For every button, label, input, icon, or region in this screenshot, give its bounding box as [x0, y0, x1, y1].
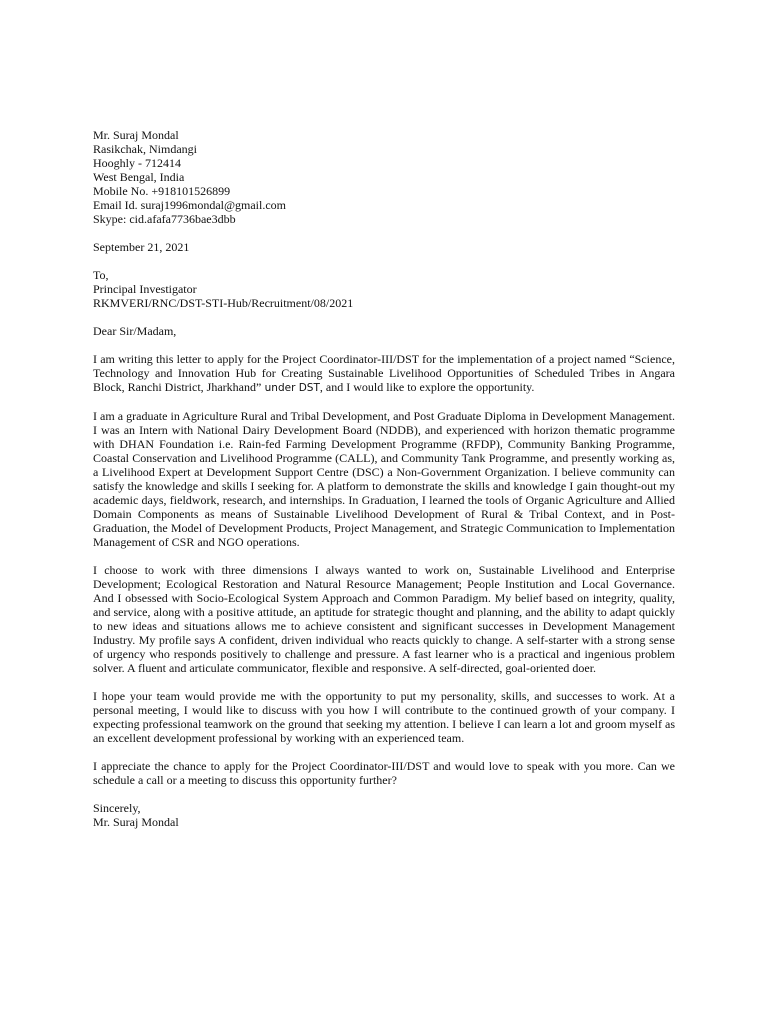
body-paragraph-3: I choose to work with three dimensions I always wanted to work on, Sustainable Livelihood and Enterprise Development; Ecological Restoration and Natural Resource Management; People Institution and Local Governance. And I obsessed with Socio-Ecological System Approach and Common Paradigm. My belief based on integrity, quality, and service, along with a positive attitude, an aptitude for strategic thought and planning, and the ability to adapt quickly to new ideas and situations allows me to achieve consistent and significant successes in Development Management Industry. My profile says A confident, driven individual who reacts quickly to change. A self-starter with a strong sense of urgency who responds positively to challenge and pressure. A fast learner who is a practical and ingenious problem solver. A fluent and articulate communicator, flexible and responsive. A self-directed, goal-oriented doer. [93, 563, 675, 675]
letter-date-block [93, 240, 675, 254]
signature-name: Mr. Suraj Mondal [93, 815, 179, 829]
sender-name: Mr. Suraj Mondal [93, 128, 179, 142]
sender-address-line: West Bengal, India [93, 170, 185, 184]
cover-letter [93, 128, 675, 829]
recipient-title: Principal Investigator [93, 282, 197, 296]
sender-address-line: Hooghly - 712414 [93, 156, 181, 170]
sender-address-block [93, 128, 675, 226]
salutation: Dear Sir/Madam, [93, 324, 177, 338]
recipient-reference: RKMVERI/RNC/DST-STI-Hub/Recruitment/08/2021 [93, 296, 354, 310]
sender-address-line: Rasikchak, Nimdangi [93, 142, 197, 156]
recipient-to: To, [93, 268, 109, 282]
recipient-block [93, 268, 675, 310]
body-paragraph-1 [93, 352, 675, 395]
closing-block [93, 801, 675, 829]
valediction: Sincerely, [93, 801, 141, 815]
body-paragraph-4: I hope your team would provide me with the opportunity to put my personality, skills, and successes to work. At a personal meeting, I would like to discuss with you how I will contribute to the continued growth of your company. I expecting professional teamwork on the ground that seeking my attention. I believe I can learn a lot and groom myself as an excellent development professional by working with an experienced team. [93, 689, 675, 745]
body-paragraph-2: I am a graduate in Agriculture Rural and Tribal Development, and Post Graduate Diploma in Development Management. I was an Intern with National Dairy Development Board (NDDB), and experienced with horizon thematic programme with DHAN Foundation i.e. Rain-fed Farming Development Programme (RFDP), Community Banking Programme, Coastal Conservation and Livelihood Programme (CALL), and Community Tank Programme, and presently working as, a Livelihood Expert at Development Support Centre (DSC) a Non-Government Organization. I believe community can satisfy the knowledge and skills I seeking for. A platform to demonstrate the skills and knowledge I gain thought-out my academic days, fieldwork, research, and internships. In Graduation, I learned the tools of Organic Agriculture and Allied Domain Components as means of Sustainable Livelihood Development of Rural & Tribal Context, and in Post-Graduation, the Model of Development Products, Project Management, and Strategic Communication to Implementation Management of CSR and NGO operations. [93, 409, 675, 549]
letter-date: September 21, 2021 [93, 240, 190, 254]
salutation-block [93, 324, 675, 338]
sender-skype: Skype: cid.afafa7736bae3dbb [93, 212, 236, 226]
paragraph-1-end: , and I would like to explore the opportunity. [319, 380, 535, 394]
sender-mobile: Mobile No. +918101526899 [93, 184, 231, 198]
body-paragraph-5: I appreciate the chance to apply for the Project Coordinator-III/DST and would love to speak with you more. Can we schedule a call or a meeting to discuss this opportunity further? [93, 759, 675, 787]
sender-email: Email Id. suraj1996mondal@gmail.com [93, 198, 287, 212]
paragraph-1-under-dst: under DST [261, 382, 320, 394]
paragraph-1-text: I am writing this letter to apply for the Project Coordinator-III/DST for the implementation of a project named “Science, Technology and Innovation Hub for Creating Sustainable Livelihood Opportunities of Scheduled Tribes in Angara Block, Ranchi District, Jharkhand” [93, 352, 675, 394]
